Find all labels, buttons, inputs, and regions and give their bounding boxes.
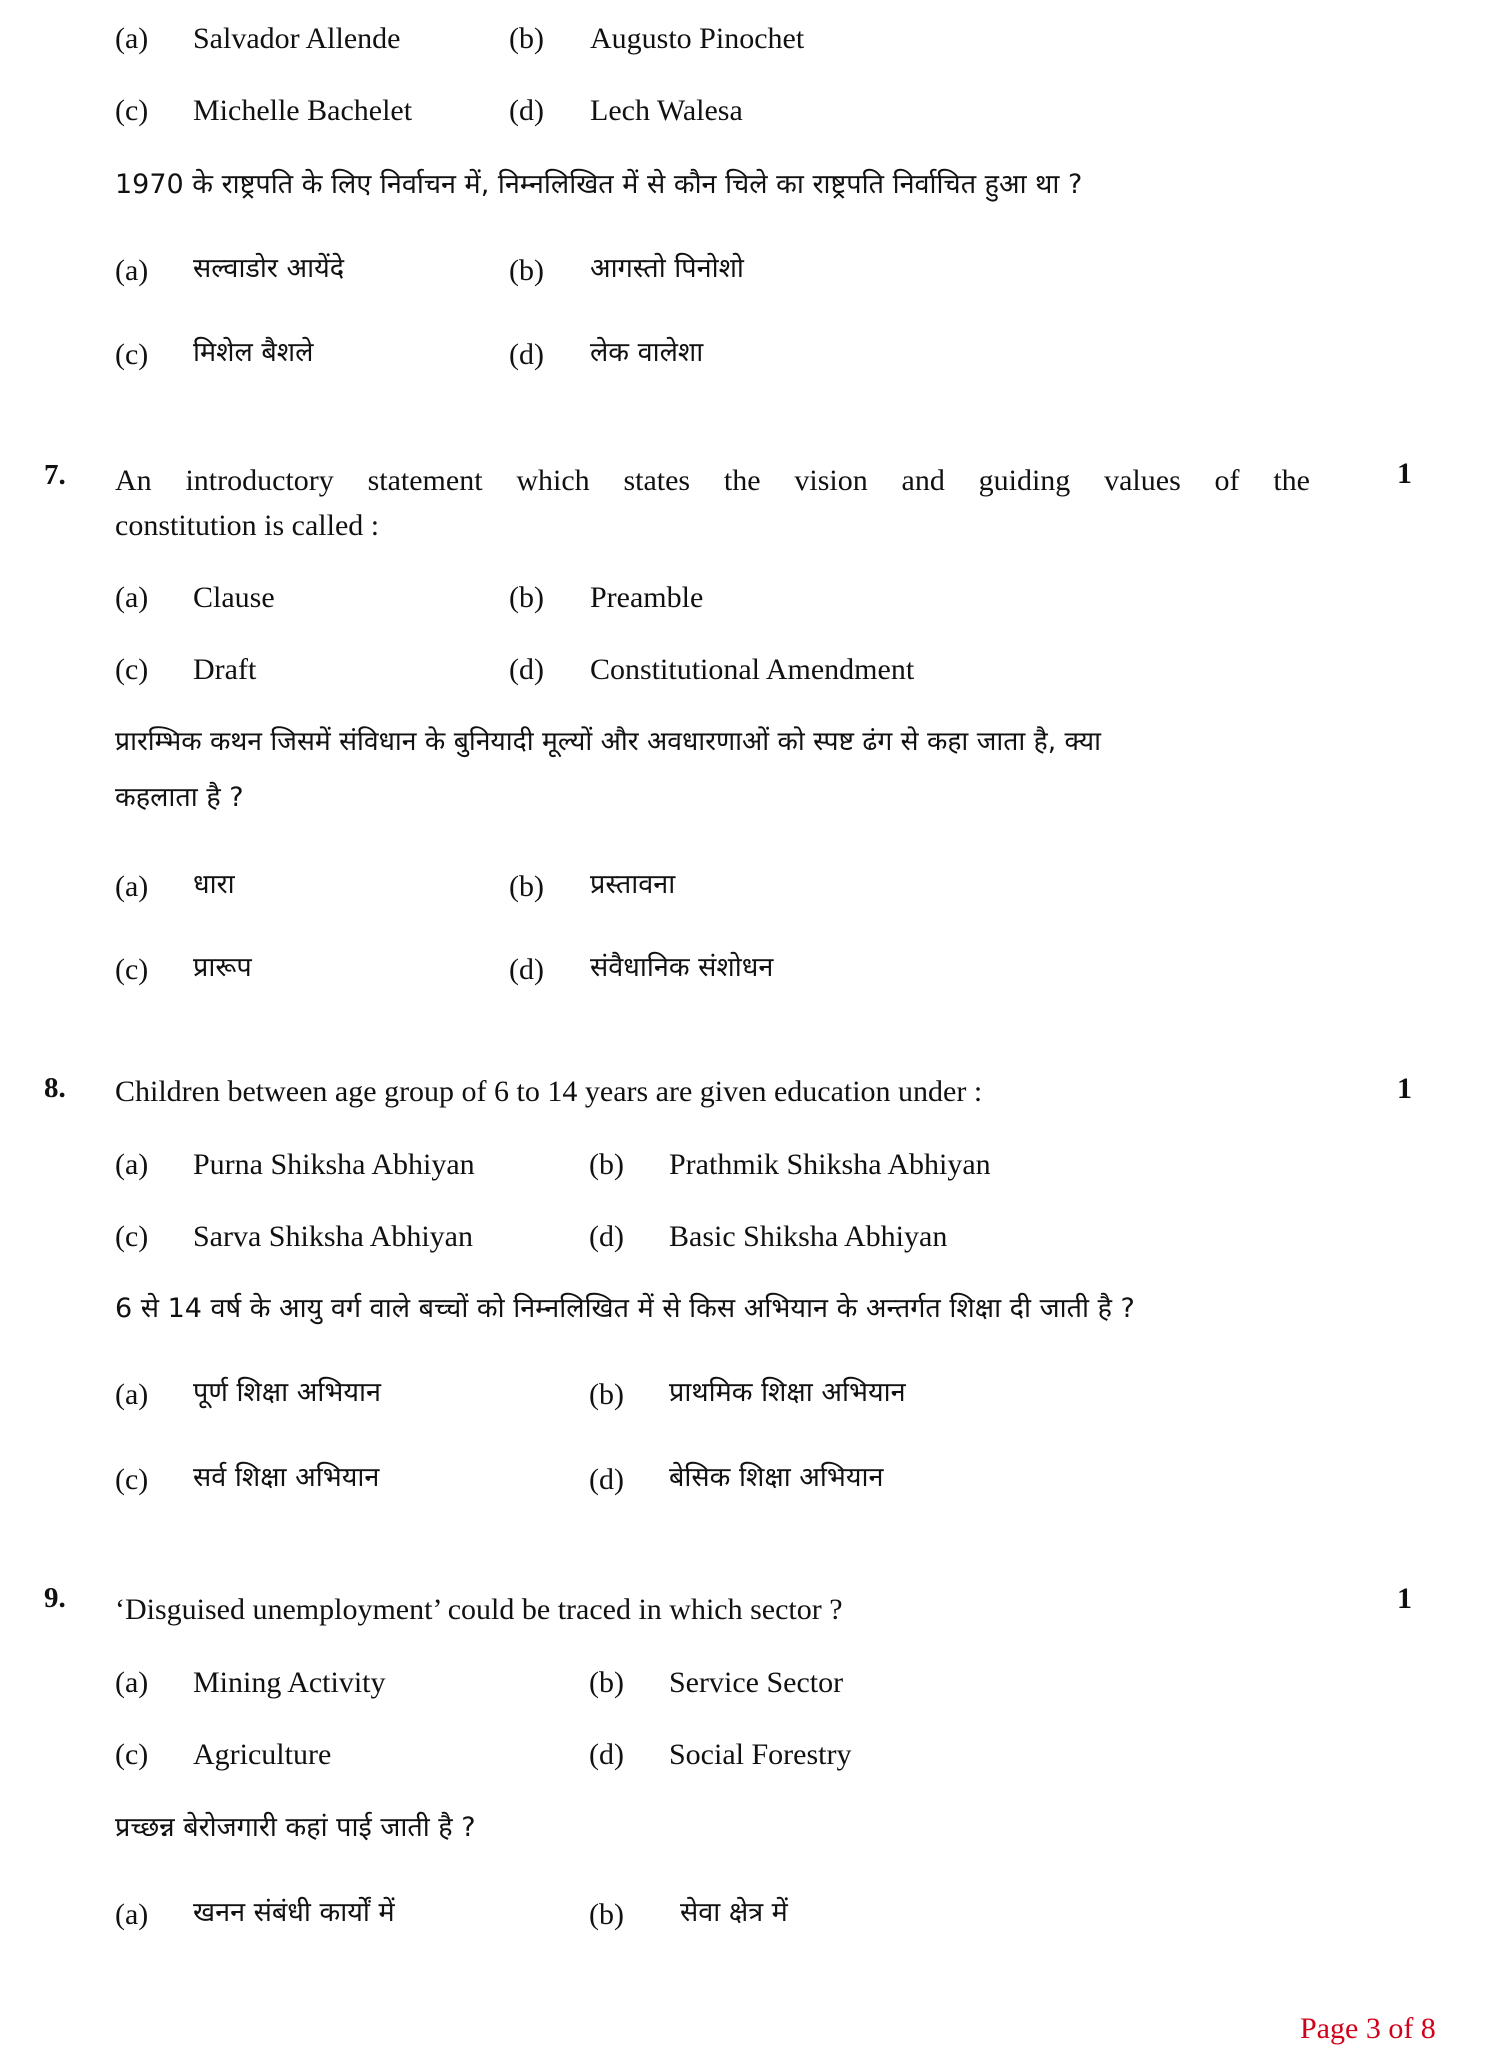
option-label: (d) [589,1220,624,1253]
option-label: (b) [589,1378,624,1411]
option-label: (c) [115,653,149,686]
page-number: Page 3 of 8 [1300,2012,1436,2045]
question-text: ‘Disguised unemployment’ could be traced in which sector ? [115,1593,843,1626]
option-label: (a) [115,1378,149,1411]
option-text: Michelle Bachelet [193,94,413,127]
option-text-hindi: मिशेल बैशले [193,337,314,368]
option-label: (c) [115,953,149,986]
option-text-hindi: खनन संबंधी कार्यों में [193,1897,395,1928]
option-text: Prathmik Shiksha Abhiyan [669,1148,991,1181]
question-text: An introductory statement which states the vision and guiding values of the [115,464,1310,497]
option-text-hindi: पूर्ण शिक्षा अभियान [193,1377,381,1408]
option-text: Augusto Pinochet [590,22,805,55]
option-label: (c) [115,1738,149,1771]
question-text-hindi: प्रच्छन्न बेरोजगारी कहां पाई जाती है ? [115,1812,476,1843]
question-number: 8. [44,1072,66,1104]
option-text: Mining Activity [193,1666,386,1699]
option-text: Preamble [590,581,704,614]
option-text: Service Sector [669,1666,844,1699]
option-label: (b) [589,1148,624,1181]
question-text: constitution is called : [115,509,380,542]
option-text: Constitutional Amendment [590,653,915,686]
option-text: Salvador Allende [193,22,401,55]
option-label: (c) [115,1220,149,1253]
option-label: (a) [115,581,149,614]
option-label: (c) [115,94,149,127]
question-text-hindi: 1970 के राष्ट्रपति के लिए निर्वाचन में, निम्नलिखित में से कौन चिले का राष्ट्रपति निर्वाचित हुआ था ? [115,169,1083,200]
option-text: Sarva Shiksha Abhiyan [193,1220,473,1253]
option-text-hindi: धारा [193,869,235,900]
option-text-hindi: आगस्तो पिनोशो [590,253,744,284]
option-text: Purna Shiksha Abhiyan [193,1148,475,1181]
question-marks: 1 [1397,457,1412,490]
option-label: (b) [589,1666,624,1699]
question-number: 9. [44,1582,66,1614]
option-label: (d) [509,953,544,986]
option-label: (a) [115,1148,149,1181]
question-text-hindi: कहलाता है ? [115,782,244,813]
option-label: (d) [509,94,544,127]
option-label: (a) [115,870,149,903]
option-text-hindi: बेसिक शिक्षा अभियान [669,1462,884,1493]
option-label: (a) [115,1666,149,1699]
option-text-hindi: संवैधानिक संशोधन [590,952,774,983]
option-label: (c) [115,338,149,371]
option-label: (b) [509,22,544,55]
option-label: (b) [509,870,544,903]
option-text-hindi: सेवा क्षेत्र में [680,1897,788,1928]
option-label: (d) [509,338,544,371]
question-text-hindi: 6 से 14 वर्ष के आयु वर्ग वाले बच्चों को निम्नलिखित में से किस अभियान के अन्तर्गत शिक्षा दी जाती है ? [115,1293,1135,1324]
option-label: (b) [509,254,544,287]
question-number: 7. [44,459,66,491]
option-text: Basic Shiksha Abhiyan [669,1220,948,1253]
option-text-hindi: प्राथमिक शिक्षा अभियान [669,1377,906,1408]
question-marks: 1 [1397,1582,1412,1615]
option-text: Clause [193,581,275,614]
option-label: (b) [509,581,544,614]
option-text: Draft [193,653,257,686]
option-label: (c) [115,1463,149,1496]
option-label: (d) [589,1738,624,1771]
option-text-hindi: लेक वालेशा [590,337,704,368]
option-text-hindi: सर्व शिक्षा अभियान [193,1462,380,1493]
option-label: (a) [115,254,149,287]
question-text-hindi: प्रारम्भिक कथन जिसमें संविधान के बुनियादी मूल्यों और अवधारणाओं को स्पष्ट ढंग से कहा जाता है, क्या [115,726,1101,757]
option-text: Social Forestry [669,1738,852,1771]
option-label: (d) [589,1463,624,1496]
option-text: Lech Walesa [590,94,743,127]
option-text: Agriculture [193,1738,332,1771]
option-label: (a) [115,1898,149,1931]
option-text-hindi: प्रारूप [193,952,252,983]
option-text-hindi: प्रस्तावना [590,869,676,900]
question-marks: 1 [1397,1072,1412,1105]
option-label: (a) [115,22,149,55]
option-label: (d) [509,653,544,686]
question-text: Children between age group of 6 to 14 years are given education under : [115,1075,983,1108]
option-label: (b) [589,1898,624,1931]
option-text-hindi: सल्वाडोर आयेंदे [193,253,345,284]
